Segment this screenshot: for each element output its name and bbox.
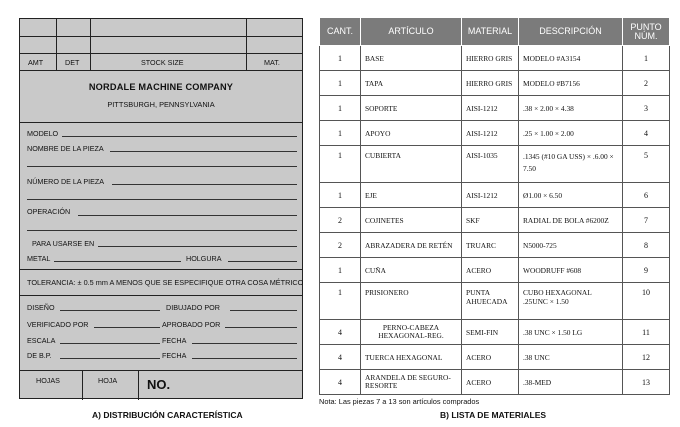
cell-descripcion: CUBO HEXAGONAL .25UNC × 1.50 bbox=[519, 283, 623, 320]
field-aprobado-por: APROBADO POR bbox=[162, 320, 221, 329]
caption-a: A) DISTRIBUCIÓN CARACTERÍSTICA bbox=[92, 410, 243, 420]
field-modelo: MODELO bbox=[27, 129, 59, 138]
company-location: PITTSBURGH, PENNSYLVANIA bbox=[107, 100, 215, 109]
header-mat: MAT. bbox=[264, 58, 280, 67]
footer-hoja: HOJA bbox=[98, 376, 118, 385]
cell-cant: 1 bbox=[320, 96, 361, 121]
company-name: NORDALE MACHINE COMPANY bbox=[88, 82, 234, 92]
cell-material: HIERRO GRIS bbox=[462, 46, 519, 71]
fill-line bbox=[54, 261, 181, 262]
footer-no: NO. bbox=[147, 377, 171, 392]
cell-articulo: PRISIONERO bbox=[361, 283, 462, 320]
cell-material: SKF bbox=[462, 208, 519, 233]
grid-line bbox=[82, 370, 83, 400]
header-amt: AMT bbox=[28, 58, 44, 67]
col-header-articulo: ARTÍCULO bbox=[361, 18, 462, 46]
cell-punto: 1 bbox=[623, 46, 670, 71]
cell-descripcion: N5000-725 bbox=[519, 233, 623, 258]
field-holgura: HOLGURA bbox=[186, 254, 222, 263]
table-row bbox=[320, 258, 670, 283]
col-header-cant: CANT. bbox=[320, 18, 361, 46]
cell-cant: 1 bbox=[320, 283, 361, 320]
grid-line bbox=[246, 19, 247, 70]
purchased-parts-note: Nota: Las piezas 7 a 13 son artículos comprados bbox=[319, 397, 480, 406]
fill-line bbox=[110, 151, 297, 152]
table-row bbox=[320, 283, 670, 320]
grid-line bbox=[138, 370, 139, 400]
cell-material: HIERRO GRIS bbox=[462, 71, 519, 96]
cell-cant: 1 bbox=[320, 258, 361, 283]
cell-cant: 1 bbox=[320, 46, 361, 71]
cell-articulo: SOPORTE bbox=[361, 96, 462, 121]
cell-articulo: BASE bbox=[361, 46, 462, 71]
cell-material: AISI-1212 bbox=[462, 183, 519, 208]
field-para-usarse: PARA USARSE EN bbox=[32, 239, 95, 248]
table-row bbox=[320, 233, 670, 258]
cell-punto: 10 bbox=[623, 283, 670, 320]
cell-punto: 2 bbox=[623, 71, 670, 96]
cell-articulo: EJE bbox=[361, 183, 462, 208]
fill-line bbox=[27, 166, 297, 167]
section-divider bbox=[20, 122, 302, 123]
field-dibujado-por: DIBUJADO POR bbox=[166, 303, 220, 312]
section-divider bbox=[20, 295, 302, 296]
cell-articulo: CUÑA bbox=[361, 258, 462, 283]
materials-table bbox=[319, 18, 670, 395]
grid-line bbox=[20, 70, 302, 71]
field-metal: METAL bbox=[27, 254, 51, 263]
cell-material: ACERO bbox=[462, 345, 519, 370]
header-stock-size: STOCK SIZE bbox=[141, 58, 184, 67]
cell-cant: 1 bbox=[320, 183, 361, 208]
fill-line bbox=[192, 343, 297, 344]
field-numero-pieza: NÚMERO DE LA PIEZA bbox=[27, 177, 105, 186]
cell-punto: 12 bbox=[623, 345, 670, 370]
fill-line bbox=[228, 261, 297, 262]
fill-line bbox=[27, 230, 297, 231]
table-row bbox=[320, 71, 670, 96]
section-divider bbox=[20, 370, 302, 371]
table-row bbox=[320, 96, 670, 121]
fill-line bbox=[78, 215, 297, 216]
cell-material: SEMI-FIN bbox=[462, 320, 519, 345]
fill-line bbox=[60, 358, 160, 359]
grid-line bbox=[90, 19, 91, 70]
fill-line bbox=[98, 246, 297, 247]
cell-articulo: PERNO-CABEZA HEXAGONAL-REG. bbox=[361, 320, 462, 345]
col-header-punto: PUNTO NÚM. bbox=[623, 18, 670, 46]
grid-line bbox=[20, 36, 302, 37]
fill-line bbox=[112, 184, 297, 185]
cell-material: ACERO bbox=[462, 370, 519, 395]
footer-hojas: HOJAS bbox=[36, 376, 60, 385]
fill-line bbox=[192, 358, 297, 359]
fill-line bbox=[60, 310, 160, 311]
col-header-material: MATERIAL bbox=[462, 18, 519, 46]
cell-material: AISI-1212 bbox=[462, 121, 519, 146]
table-row bbox=[320, 208, 670, 233]
cell-material: PUNTA AHUECADA bbox=[462, 283, 519, 320]
caption-b: B) LISTA DE MATERIALES bbox=[440, 410, 547, 420]
cell-descripcion: WOODRUFF #608 bbox=[519, 258, 623, 283]
cell-descripcion: MODELO #B7156 bbox=[519, 71, 623, 96]
table-row bbox=[320, 46, 670, 71]
cell-cant: 4 bbox=[320, 370, 361, 395]
cell-punto: 5 bbox=[623, 146, 670, 183]
field-escala: ESCALA bbox=[27, 336, 56, 345]
field-verificado-por: VERIFICADO POR bbox=[27, 320, 89, 329]
cell-cant: 1 bbox=[320, 146, 361, 183]
cell-descripcion: .25 × 1.00 × 2.00 bbox=[519, 121, 623, 146]
field-de-bp: DE B.P. bbox=[27, 351, 52, 360]
cell-articulo: ABRAZADERA DE RETÉN bbox=[361, 233, 462, 258]
cell-descripcion: .38 UNC × 1.50 LG bbox=[519, 320, 623, 345]
cell-cant: 2 bbox=[320, 233, 361, 258]
fill-line bbox=[60, 343, 160, 344]
cell-descripcion: .38 UNC bbox=[519, 345, 623, 370]
grid-line bbox=[56, 19, 57, 70]
cell-punto: 13 bbox=[623, 370, 670, 395]
cell-material: AISI-1212 bbox=[462, 96, 519, 121]
cell-cant: 1 bbox=[320, 71, 361, 96]
cell-articulo: COJINETES bbox=[361, 208, 462, 233]
cell-articulo: APOYO bbox=[361, 121, 462, 146]
cell-material: ACERO bbox=[462, 258, 519, 283]
cell-punto: 11 bbox=[623, 320, 670, 345]
header-det: DET bbox=[65, 58, 80, 67]
cell-descripcion: Ø1.00 × 6.50 bbox=[519, 183, 623, 208]
table-row bbox=[320, 183, 670, 208]
cell-cant: 4 bbox=[320, 320, 361, 345]
tolerance-note: TOLERANCIA: ± 0.5 mm A MENOS QUE SE ESPECIFIQUE OTRA COSA MÉTRICO bbox=[27, 278, 304, 287]
cell-punto: 6 bbox=[623, 183, 670, 208]
cell-cant: 4 bbox=[320, 345, 361, 370]
cell-descripcion: .38-MED bbox=[519, 370, 623, 395]
cell-descripcion: .1345 (#10 GA USS) × .6.00 × 7.50 bbox=[519, 146, 623, 183]
cell-material: TRUARC bbox=[462, 233, 519, 258]
cell-punto: 9 bbox=[623, 258, 670, 283]
field-diseno: DISEÑO bbox=[27, 303, 55, 312]
fill-line bbox=[230, 310, 297, 311]
table-row bbox=[320, 320, 670, 345]
grid-line bbox=[20, 53, 302, 54]
table-row bbox=[320, 146, 670, 183]
col-header-descripcion: DESCRIPCIÓN bbox=[519, 18, 623, 46]
cell-punto: 3 bbox=[623, 96, 670, 121]
cell-cant: 2 bbox=[320, 208, 361, 233]
cell-articulo: CUBIERTA bbox=[361, 146, 462, 183]
cell-articulo: TAPA bbox=[361, 71, 462, 96]
fill-line bbox=[27, 199, 297, 200]
cell-descripcion: RADIAL DE BOLA #6200Z bbox=[519, 208, 623, 233]
cell-punto: 4 bbox=[623, 121, 670, 146]
fill-line bbox=[62, 136, 297, 137]
cell-punto: 8 bbox=[623, 233, 670, 258]
cell-punto: 7 bbox=[623, 208, 670, 233]
section-divider bbox=[20, 269, 302, 270]
field-fecha-1: FECHA bbox=[162, 336, 187, 345]
fill-line bbox=[94, 327, 160, 328]
cell-descripcion: .38 × 2.00 × 4.38 bbox=[519, 96, 623, 121]
table-header-row bbox=[320, 18, 670, 46]
cell-material: AISI-1035 bbox=[462, 146, 519, 183]
cell-cant: 1 bbox=[320, 121, 361, 146]
cell-articulo: TUERCA HEXAGONAL bbox=[361, 345, 462, 370]
table-row bbox=[320, 121, 670, 146]
field-nombre-pieza: NOMBRE DE LA PIEZA bbox=[27, 144, 104, 153]
field-fecha-2: FECHA bbox=[162, 351, 187, 360]
title-block bbox=[19, 18, 303, 399]
table-row bbox=[320, 370, 670, 395]
fill-line bbox=[225, 327, 297, 328]
table-row bbox=[320, 345, 670, 370]
cell-articulo: ARANDELA DE SEGURO-RESORTE bbox=[361, 370, 462, 395]
cell-descripcion: MODELO #A3154 bbox=[519, 46, 623, 71]
field-operacion: OPERACIÓN bbox=[27, 207, 71, 216]
